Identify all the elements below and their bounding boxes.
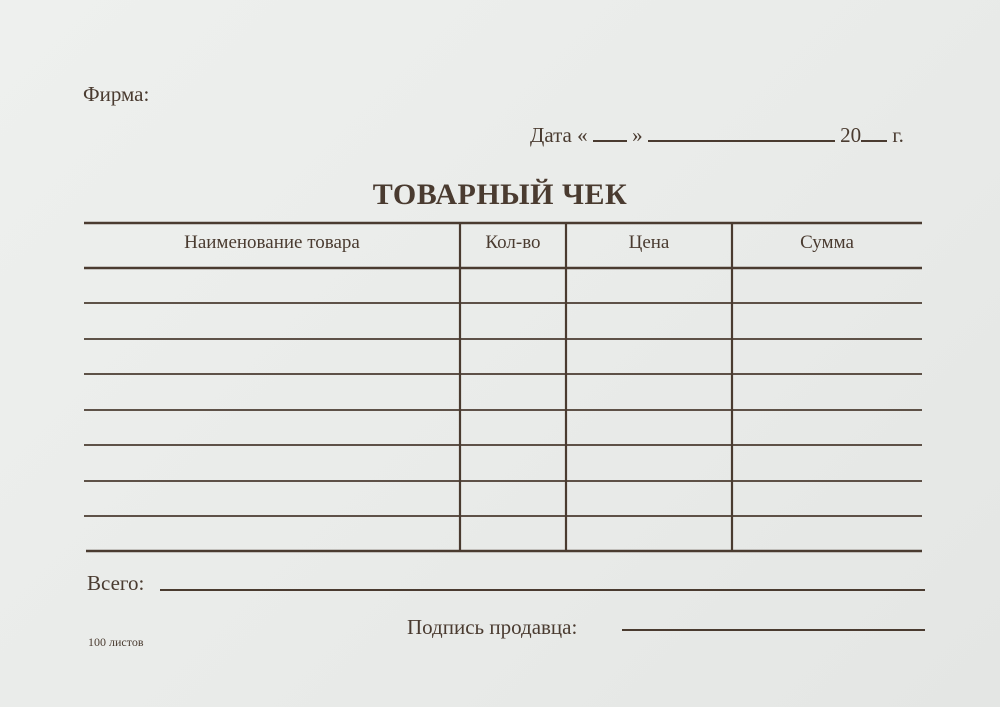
form-title: ТОВАРНЫЙ ЧЕК (372, 178, 628, 211)
quote-open: « (577, 123, 588, 147)
signature-label: Подпись продавца: (407, 615, 578, 639)
date-label: Дата (530, 123, 572, 147)
header-amount: Сумма (800, 232, 854, 253)
header-quantity: Кол-во (485, 232, 541, 253)
total-blank[interactable] (160, 589, 925, 591)
firm-label: Фирма: (83, 82, 150, 106)
sheets-note: 100 листов (88, 635, 144, 649)
year-suffix: г. (892, 123, 904, 147)
total-label: Всего: (87, 571, 145, 595)
header-product-name: Наименование товара (184, 232, 360, 253)
signature-blank[interactable] (622, 629, 925, 631)
quote-close: » (632, 123, 643, 147)
header-price: Цена (628, 232, 670, 253)
year-prefix: 20 (840, 123, 862, 147)
